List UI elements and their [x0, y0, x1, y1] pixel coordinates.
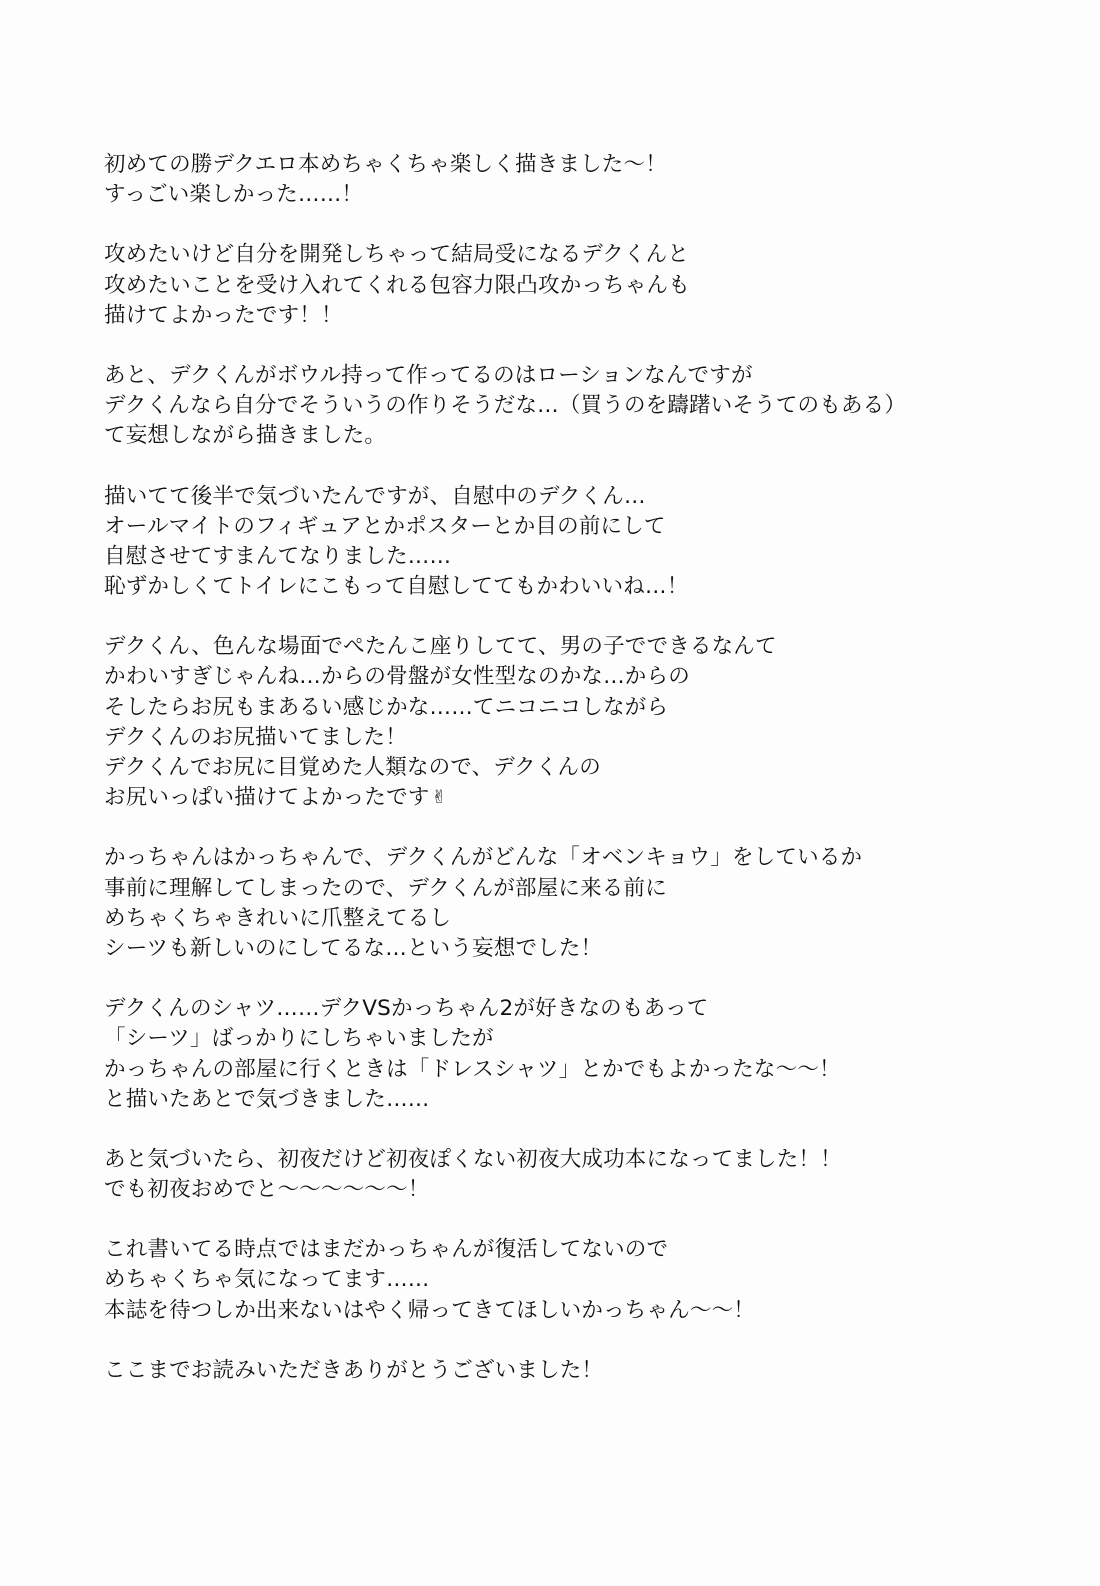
text-line — [104, 1145, 1004, 1175]
text-line — [104, 421, 1004, 451]
text-line-content: 描けてよかったです！！ — [104, 302, 343, 328]
text-line-content: 事前に理解してしまったので、デクくんが部屋に来る前に — [104, 875, 667, 901]
paragraph — [104, 482, 1004, 603]
text-line-content: 恥ずかしくてトイレにこもって自慰しててもかわいいね…！ — [104, 574, 689, 600]
afterword-text — [104, 150, 1004, 1416]
text-line-content: めちゃくちゃきれいに爪整えてるし — [104, 905, 452, 931]
text-line — [104, 301, 1004, 331]
text-line — [104, 904, 1004, 934]
text-line-content: かわいすぎじゃんね…からの骨盤が女性型なのかな…からの — [104, 664, 690, 690]
text-line — [104, 482, 1004, 512]
text-line-content: かっちゃんの部屋に行くときは「ドレスシャツ」とかでもよかったな～～！ — [104, 1056, 841, 1082]
text-line-content: デクくんのシャツ……デクVSかっちゃん2が好きなのもあって — [104, 996, 709, 1022]
text-line-content: かっちゃんはかっちゃんで、デクくんがどんな「オベンキョウ」をしているか — [104, 845, 863, 871]
victory-hand-icon: ✌ — [431, 787, 447, 809]
text-line-content: デクくんのお尻描いてました！ — [104, 724, 407, 750]
text-line — [104, 1024, 1004, 1054]
text-line — [104, 753, 1004, 783]
text-line — [104, 1235, 1004, 1265]
text-line — [104, 1055, 1004, 1085]
text-line — [104, 361, 1004, 391]
text-line-content: あと気づいたら、初夜だけど初夜ぽくない初夜大成功本になってました！！ — [104, 1146, 842, 1172]
paragraph — [104, 361, 1004, 452]
text-line — [104, 180, 1004, 210]
text-line — [104, 693, 1004, 723]
text-line — [104, 240, 1004, 270]
text-line — [104, 572, 1004, 602]
text-line — [104, 271, 1004, 301]
text-line-content: 本誌を待つしか出来ないはやく帰ってきてほしいかっちゃん～～！ — [104, 1297, 756, 1323]
text-line-content: 攻めたいけど自分を開発しちゃって結局受になるデクくんと — [104, 242, 690, 268]
text-line-content: これ書いてる時点ではまだかっちゃんが復活してないので — [104, 1237, 669, 1263]
text-line — [104, 391, 1004, 421]
text-line-content: 自慰させてすまんてなりました…… — [104, 543, 452, 569]
paragraph — [104, 632, 1004, 813]
text-line-content: て妄想しながら描きました。 — [104, 423, 387, 449]
paragraph — [104, 150, 1004, 210]
text-line — [104, 1085, 1004, 1115]
text-line — [104, 1265, 1004, 1295]
text-line-content: 攻めたいことを受け入れてくれる包容力限凸攻かっちゃんも — [104, 272, 690, 298]
text-line-content: デクくんなら自分でそういうの作りそうだな…（買うのを躊躇いそうてのもある） — [104, 393, 907, 419]
text-line — [104, 843, 1004, 873]
paragraph — [104, 1145, 1004, 1205]
text-line — [104, 994, 1004, 1024]
text-line-content: そしたらお尻もまあるい感じかな……てニコニコしながら — [104, 694, 669, 720]
text-line — [104, 874, 1004, 904]
paragraph — [104, 994, 1004, 1115]
text-line-content: 初めての勝デクエロ本めちゃくちゃ楽しく描きました～！ — [104, 152, 667, 177]
text-line — [104, 150, 1004, 180]
text-line — [104, 512, 1004, 542]
text-line-content: デクくん、色んな場面でぺたんこ座りしてて、男の子でできるなんて — [104, 634, 777, 660]
paragraph — [104, 240, 1004, 331]
text-line-content: めちゃくちゃ気になってます…… — [104, 1267, 430, 1293]
text-line-content: オールマイトのフィギュアとかポスターとか目の前にして — [104, 513, 666, 539]
text-line — [104, 783, 1004, 813]
text-line — [104, 1175, 1004, 1205]
text-line-content: 描いてて後半で気づいたんですが、自慰中のデクくん… — [104, 483, 646, 509]
paragraph — [104, 1235, 1004, 1326]
paragraph — [104, 843, 1004, 964]
text-line — [104, 1296, 1004, 1326]
text-line — [104, 662, 1004, 692]
text-line-content: ここまでお読みいただきありがとうございました！ — [104, 1357, 604, 1383]
text-line — [104, 542, 1004, 572]
text-line-content: シーツも新しいのにしてるな…という妄想でした！ — [104, 935, 603, 961]
text-line-content: お尻いっぱい描けてよかったです — [104, 785, 430, 811]
text-line-content: 「シーツ」ばっかりにしちゃいましたが — [104, 1026, 494, 1052]
text-line — [104, 934, 1004, 964]
text-line — [104, 723, 1004, 753]
text-line-content: でも初夜おめでと～～～～～～！ — [104, 1177, 430, 1203]
paragraph — [104, 1356, 1004, 1386]
text-line-content: と描いたあとで気づきました…… — [104, 1086, 430, 1112]
text-line-content: あと、デクくんがボウル持って作ってるのはローションなんですが — [104, 362, 753, 388]
text-line — [104, 632, 1004, 662]
text-line-content: デクくんでお尻に目覚めた人類なので、デクくんの — [104, 755, 601, 780]
text-line — [104, 1356, 1004, 1386]
text-line-content: すっごい楽しかった……！ — [104, 182, 364, 208]
